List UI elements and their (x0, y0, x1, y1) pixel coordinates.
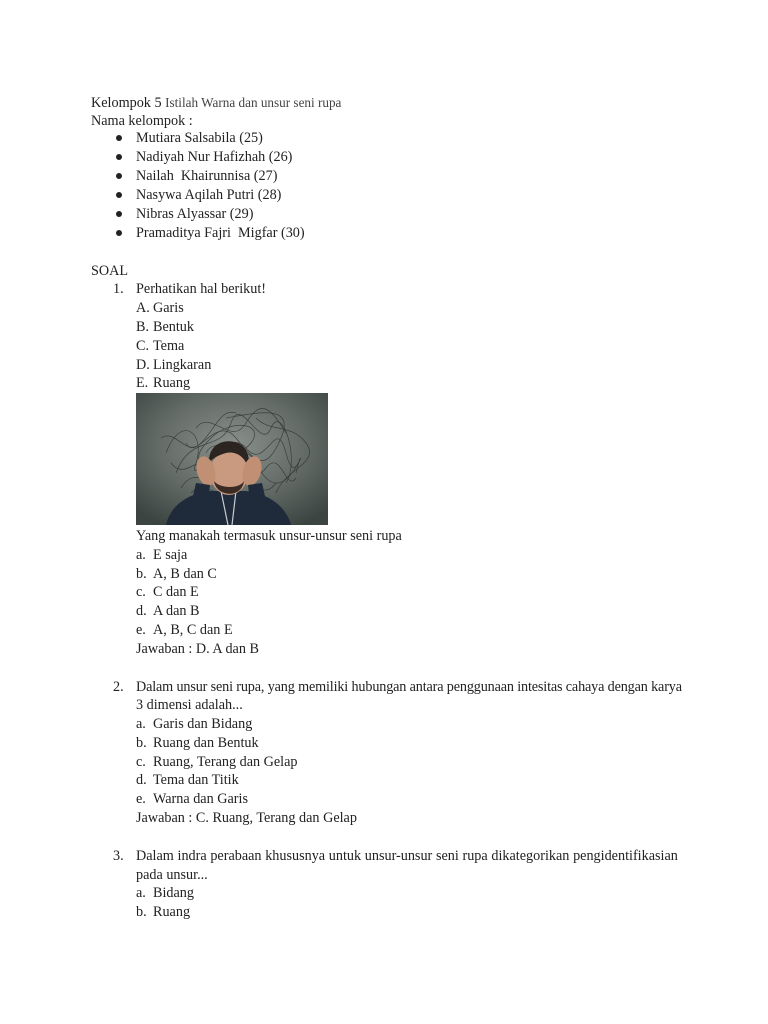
member-item: Mutiara Salsabila (25) (136, 130, 263, 146)
members-label: Nama kelompok : (91, 113, 193, 129)
answer-key: Jawaban : C. Ruang, Terang dan Gelap (136, 810, 357, 826)
bullet-icon (116, 173, 122, 179)
photo-illustration (136, 393, 328, 525)
question-prompt-line-1: Dalam unsur seni rupa, yang memiliki hubungan antara penggunaan intesitas cahaya dengan karya (136, 679, 682, 695)
option-text: Ruang, Terang dan Gelap (153, 754, 298, 770)
item-letter: A. (136, 300, 150, 316)
option-text: A, B dan C (153, 566, 217, 582)
question-number: 3. (113, 848, 124, 864)
option-letter: b. (136, 904, 147, 920)
option-text: Ruang (153, 904, 191, 920)
option-letter: a. (136, 547, 146, 563)
option-letter: b. (136, 566, 147, 582)
prompt-word: unsur-unsur (364, 848, 433, 864)
option-text: C dan E (153, 584, 199, 600)
prompt-word: seni (435, 848, 459, 864)
prompt-word: indra (177, 848, 207, 864)
item-text: Lingkaran (153, 357, 212, 373)
bullet-icon (116, 192, 122, 198)
prompt-word: khususnya (265, 848, 326, 864)
prompt-word: untuk (328, 848, 362, 864)
member-item: Nailah Khairunnisa (27) (136, 168, 278, 184)
item-letter: C. (136, 338, 150, 354)
member-item: Nadiyah Nur Hafizhah (26) (136, 149, 293, 165)
member-item: Nasywa Aqilah Putri (28) (136, 187, 282, 203)
option-text: A, B, C dan E (153, 622, 233, 638)
option-text: Garis dan Bidang (153, 716, 253, 732)
document-title (91, 93, 341, 113)
option-text: E saja (153, 547, 188, 563)
prompt-word: Dalam (136, 848, 174, 864)
group-label: Kelompok 5 (91, 95, 162, 111)
option-letter: c. (136, 584, 146, 600)
option-text: Ruang dan Bentuk (153, 735, 259, 751)
option-letter: d. (136, 772, 147, 788)
option-letter: a. (136, 885, 146, 901)
item-text: Tema (153, 338, 185, 354)
option-letter: e. (136, 791, 146, 807)
bullet-icon (116, 154, 122, 160)
prompt-word: perabaan (210, 848, 262, 864)
bullet-icon (116, 211, 122, 217)
option-text: Tema dan Titik (153, 772, 239, 788)
item-letter: B. (136, 319, 150, 335)
option-letter: d. (136, 603, 147, 619)
item-text: Ruang (153, 375, 191, 391)
item-text: Bentuk (153, 319, 194, 335)
question-prompt-line-2: 3 dimensi adalah... (136, 697, 243, 713)
bullet-icon (116, 135, 122, 141)
option-letter: a. (136, 716, 146, 732)
question-number: 1. (113, 281, 124, 297)
item-letter: E. (136, 375, 149, 391)
question-number: 2. (113, 679, 124, 695)
question-prompt-line-1 (136, 847, 678, 866)
option-text: Warna dan Garis (153, 791, 248, 807)
section-heading: SOAL (91, 263, 129, 279)
bullet-icon (116, 230, 122, 236)
item-text: Garis (153, 300, 184, 316)
option-letter: e. (136, 622, 146, 638)
question-prompt-line-2: pada unsur... (136, 867, 208, 883)
answer-key: Jawaban : D. A dan B (136, 641, 259, 657)
option-letter: c. (136, 754, 146, 770)
topic-label: Istilah Warna dan unsur seni rupa (165, 95, 342, 110)
member-item: Pramaditya Fajri Migfar (30) (136, 225, 305, 241)
prompt-word: rupa (462, 848, 488, 864)
stressed-man-photo (136, 393, 328, 525)
question-prompt: Perhatikan hal berikut! (136, 281, 267, 297)
prompt-word: pengidentifikasian (573, 848, 678, 864)
option-letter: b. (136, 735, 147, 751)
member-item: Nibras Alyassar (29) (136, 206, 254, 222)
option-text: Bidang (153, 885, 194, 901)
option-text: A dan B (153, 603, 200, 619)
item-letter: D. (136, 357, 150, 373)
prompt-word: dikategorikan (491, 848, 570, 864)
question-text: Yang manakah termasuk unsur-unsur seni rupa (136, 528, 402, 544)
